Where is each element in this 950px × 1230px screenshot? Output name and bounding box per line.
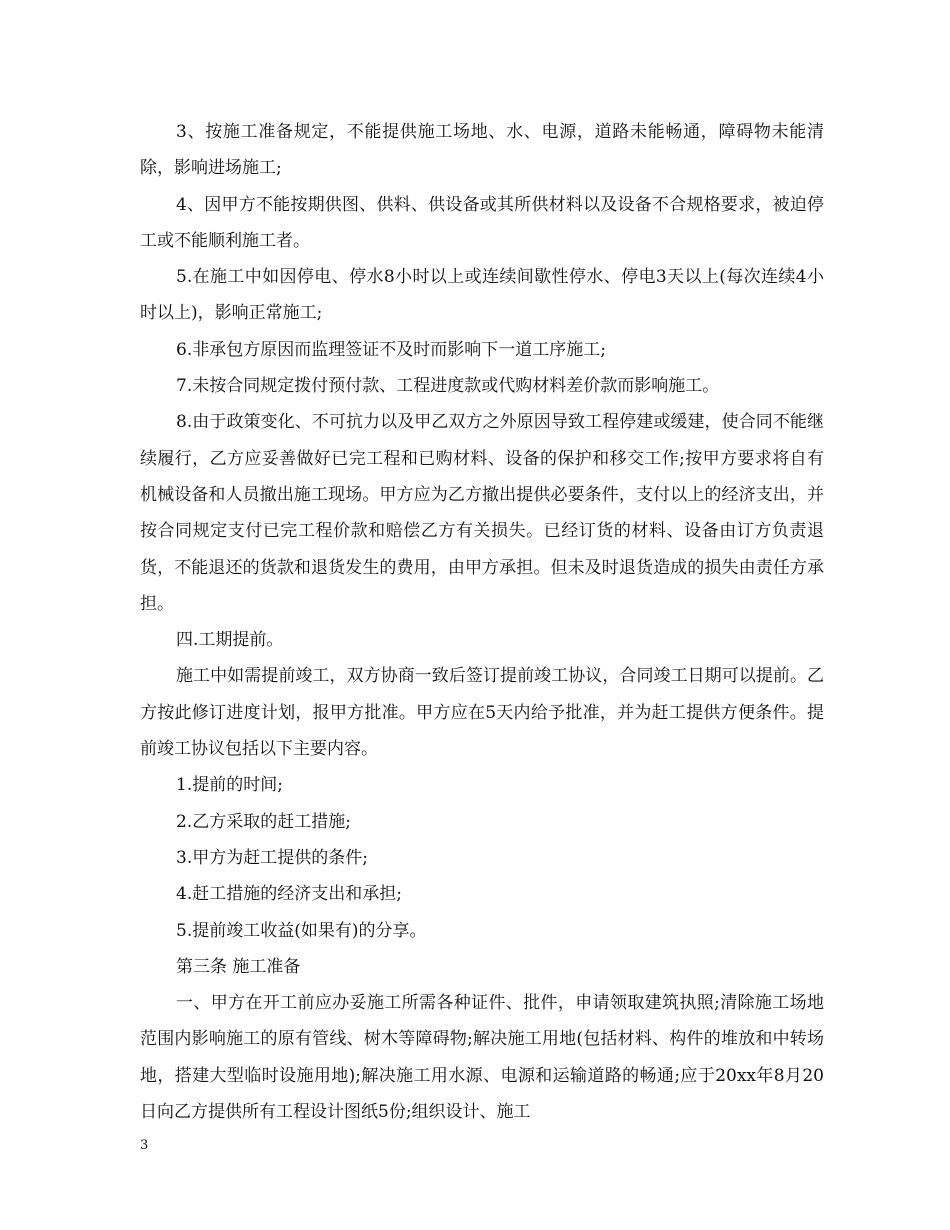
- section-heading-early-completion: 四.工期提前。: [176, 630, 284, 651]
- article-heading: 第三条 施工准备: [176, 956, 301, 977]
- list-item-2: 2.乙方采取的赶工措施;: [176, 811, 351, 832]
- paragraph-clause-8: 8.由于政策变化、不可抗力以及甲乙双方之外原因导致工程停建或缓建，使合同不能继续履行，乙方应妥善做好已完工程和已购材料、设备的保护和移交工作;按甲方要求将自有机械设备和人员撤出施工现场。甲方应为乙方撤出提供必要条件，支付以上的经济支出，并按合同规定支付已完工程价款和赔偿乙方有关损失。已经订货的材料、设备由订方负责退货，不能退还的货款和退货发生的费用，由甲方承担。但未及时退货造成的损失由责任方承担。: [140, 412, 824, 614]
- list-item-5: 5.提前竣工收益(如果有)的分享。: [176, 920, 427, 941]
- paragraph-early-completion: 施工中如需提前竣工，双方协商一致后签订提前竣工协议，合同竣工日期可以提前。乙方按此修订进度计划，报甲方批准。甲方应在5天内给予批准，并为赶工提供方便条件。提前竣工协议包括以下主要内容。: [140, 666, 824, 760]
- list-item-4: 4.赶工措施的经济支出和承担;: [176, 884, 402, 905]
- paragraph-preparation: 一、甲方在开工前应办妥施工所需各种证件、批件，申请领取建筑执照;清除施工场地范围内影响施工的原有管线、树木等障碍物;解决施工用地(包括材料、构件的堆放和中转场地，搭建大型临时设施用地);解决施工用水源、电源和运输道路的畅通;应于20xx年8月20日向乙方提供所有工程设计图纸5份;组织设计、施工: [140, 993, 824, 1123]
- document-body: [140, 114, 824, 1130]
- list-item-3: 3.甲方为赶工提供的条件;: [176, 847, 368, 868]
- page-number: 3: [140, 1138, 149, 1153]
- paragraph-clause-5: 5.在施工中如因停电、停水8小时以上或连续间歇性停水、停电3天以上(每次连续4小时以上)，影响正常施工;: [140, 267, 824, 324]
- paragraph-clause-3: 3、按施工准备规定，不能提供施工场地、水、电源，道路未能畅通，障碍物未能清除，影响进场施工;: [140, 122, 824, 179]
- list-item-1: 1.提前的时间;: [176, 775, 283, 796]
- paragraph-clause-6: 6.非承包方原因而监理签证不及时而影响下一道工序施工;: [176, 339, 606, 360]
- paragraph-clause-4: 4、因甲方不能按期供图、供料、供设备或其所供材料以及设备不合规格要求，被迫停工或不能顺利施工者。: [140, 194, 824, 251]
- paragraph-clause-7: 7.未按合同规定拨付预付款、工程进度款或代购材料差价款而影响施工。: [176, 376, 720, 397]
